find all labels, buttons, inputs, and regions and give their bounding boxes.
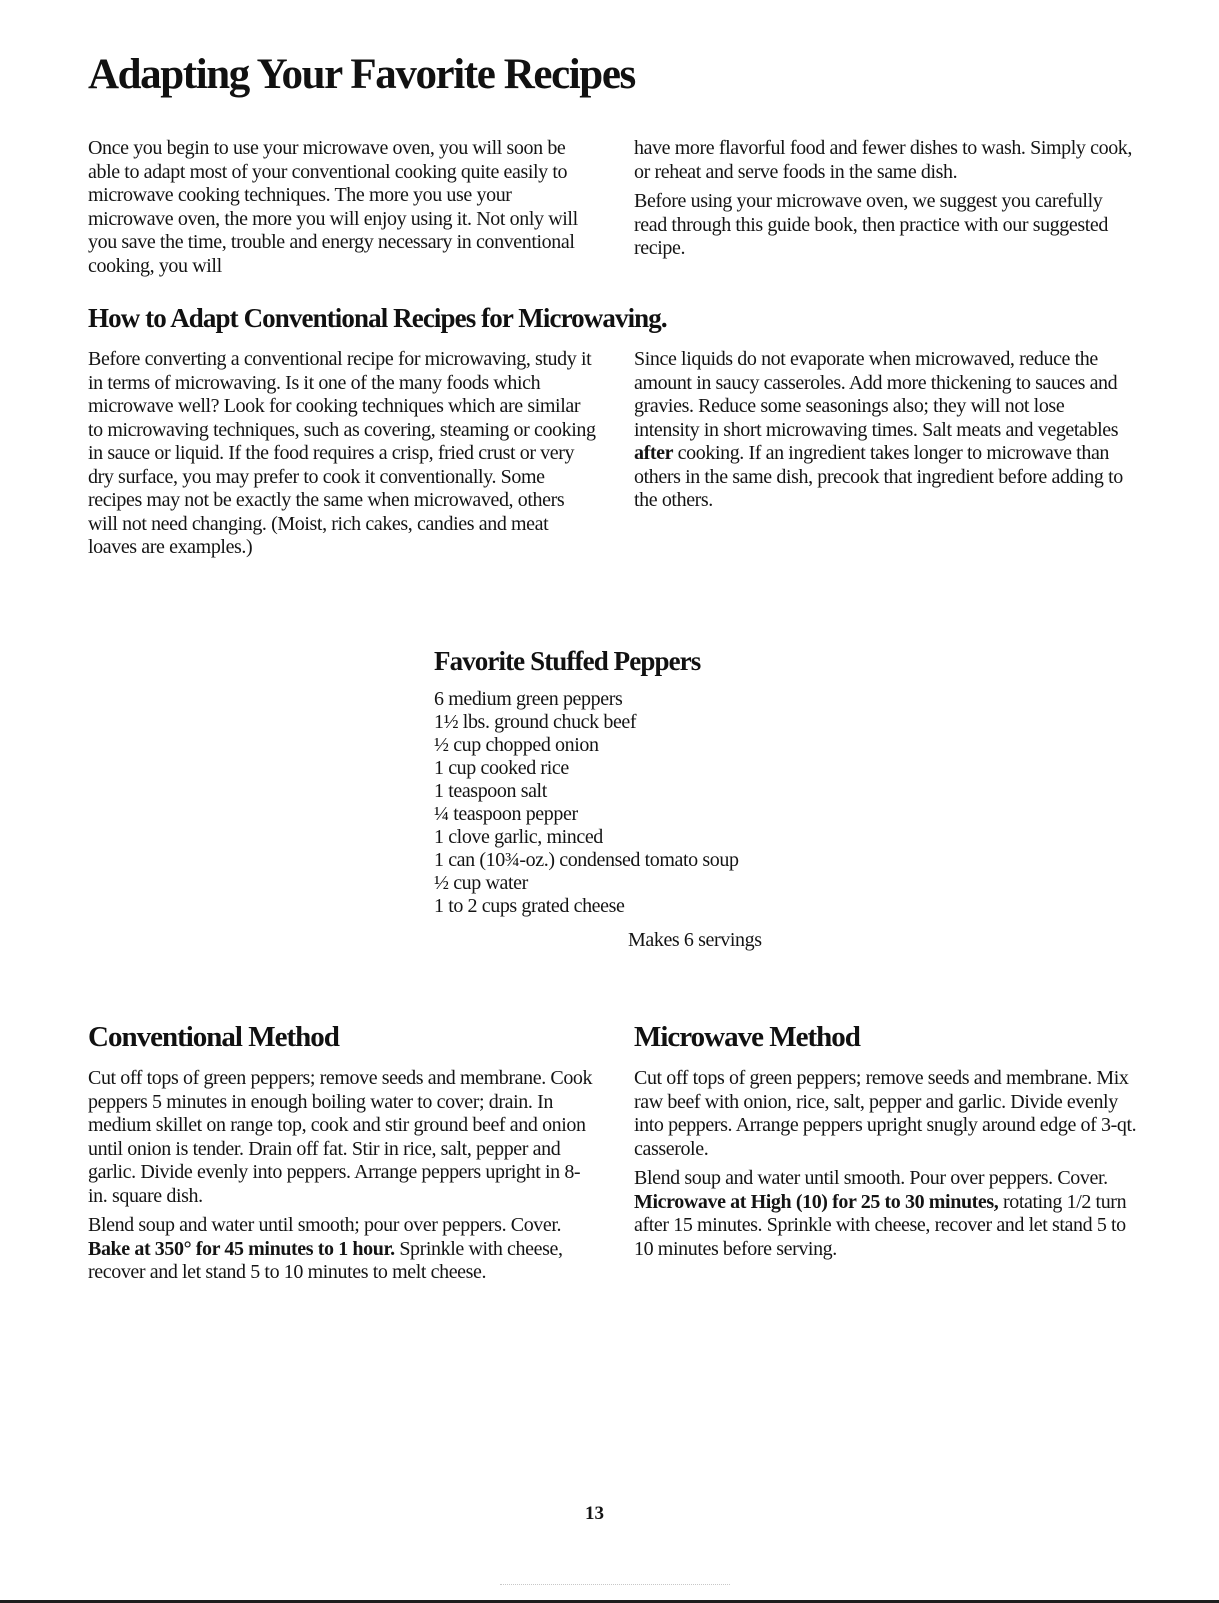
adapt-right-text-a: Since liquids do not evaporate when microwaved, reduce the amount in saucy casseroles. Add more thickening to sauces and gravies. Reduce some seasonings also; they will not lose intensity in short microwaving times. Salt meats and vegetables [634, 348, 1119, 441]
adapt-heading: How to Adapt Conventional Recipes for Microwaving. [88, 303, 667, 333]
scan-artifact [500, 1584, 730, 1586]
microwave-heading: Microwave Method [634, 1021, 860, 1053]
ingredient-item: 1 can (10¾-oz.) condensed tomato soup [434, 849, 739, 871]
recipe-title: Favorite Stuffed Peppers [434, 646, 701, 676]
conventional-paragraph-2 [88, 1214, 596, 1285]
conventional-paragraph-1: Cut off tops of green peppers; remove seeds and membrane. Cook peppers 5 minutes in enough boiling water to cover; drain. In medium skillet on range top, cook and stir ground beef and onion until onion is tender. Drain off fat. Stir in rice, salt, pepper and garlic. Divide evenly into peppers. Arrange peppers upright in 8-in. square dish. [88, 1067, 593, 1207]
adapt-left-paragraph: Before converting a conventional recipe for microwaving, study it in terms of microwaving. Is it one of the many foods which microwave well? Look for cooking techniques which are similar to microwaving techniques, such as covering, steaming or cooking in sauce or liquid. If the food requires a crisp, fried crust or very dry surface, you may prefer to cook it conventionally. Some recipes may not be exactly the same when microwaved, others will not need changing. (Moist, rich cakes, candies and meat loaves are examples.) [88, 348, 596, 558]
microwave-column [634, 1067, 1144, 1267]
ingredient-item: 1 clove garlic, minced [434, 826, 603, 848]
intro-left-column [88, 137, 596, 284]
microwave-emphasis: Microwave at High (10) for 25 to 30 minutes, [634, 1190, 999, 1213]
conventional-column [88, 1067, 596, 1291]
adapt-right-paragraph [634, 348, 1134, 513]
page-number: 13 [585, 1503, 604, 1524]
adapt-right-emphasis: after [634, 442, 674, 464]
ingredient-item: 6 medium green peppers [434, 688, 623, 710]
adapt-right-text-b: cooking. If an ingredient takes longer to microwave than others in the same dish, precook that ingredient before adding to the others. [634, 442, 1123, 511]
conventional-emphasis: Bake at 350° for 45 minutes to 1 hour. [88, 1237, 395, 1260]
microwave-paragraph-1: Cut off tops of green peppers; remove seeds and membrane. Mix raw beef with onion, rice, salt, pepper and garlic. Divide evenly into peppers. Arrange peppers upright snugly around edge of 3-qt. casserole. [634, 1067, 1137, 1160]
microwave-paragraph-2 [634, 1167, 1144, 1261]
intro-left-paragraph: Once you begin to use your microwave oven, you will soon be able to adapt most of your conventional cooking quite easily to microwave cooking techniques. The more you use your microwave oven, the more you will enjoy using it. Not only will you save the time, trouble and energy necessary in conventional cooking, you will [88, 137, 578, 277]
conventional-heading: Conventional Method [88, 1021, 339, 1053]
intro-right-paragraph-1: have more flavorful food and fewer dishes to wash. Simply cook, or reheat and serve foods in the same dish. [634, 137, 1133, 183]
intro-right-paragraph-2: Before using your microwave oven, we suggest you carefully read through this guide book, then practice with our suggested recipe. [634, 190, 1108, 259]
conventional-text-a: Blend soup and water until smooth; pour over peppers. Cover. [88, 1214, 562, 1236]
intro-right-column [634, 137, 1134, 267]
page-title: Adapting Your Favorite Recipes [88, 51, 635, 98]
ingredient-item: 1 teaspoon salt [434, 780, 547, 802]
ingredient-item: 1 cup cooked rice [434, 757, 569, 779]
microwave-text-a: Blend soup and water until smooth. Pour over peppers. Cover. [634, 1167, 1108, 1189]
ingredient-list [434, 688, 739, 918]
ingredient-item: ½ cup water [434, 872, 528, 894]
microwave-text-b: rotating 1/2 turn after 15 minutes. Sprinkle with cheese, recover and let stand 5 to 10 minutes before serving. [634, 1190, 1127, 1260]
adapt-left-column [88, 348, 596, 566]
servings-note: Makes 6 servings [628, 929, 762, 951]
ingredient-item: ¼ teaspoon pepper [434, 803, 578, 825]
adapt-right-column [634, 348, 1134, 519]
ingredient-item: 1 to 2 cups grated cheese [434, 895, 625, 917]
conventional-text-b: Sprinkle with cheese, recover and let stand 5 to 10 minutes to melt cheese. [88, 1237, 563, 1283]
ingredient-item: 1½ lbs. ground chuck beef [434, 711, 637, 733]
ingredient-item: ½ cup chopped onion [434, 734, 599, 756]
